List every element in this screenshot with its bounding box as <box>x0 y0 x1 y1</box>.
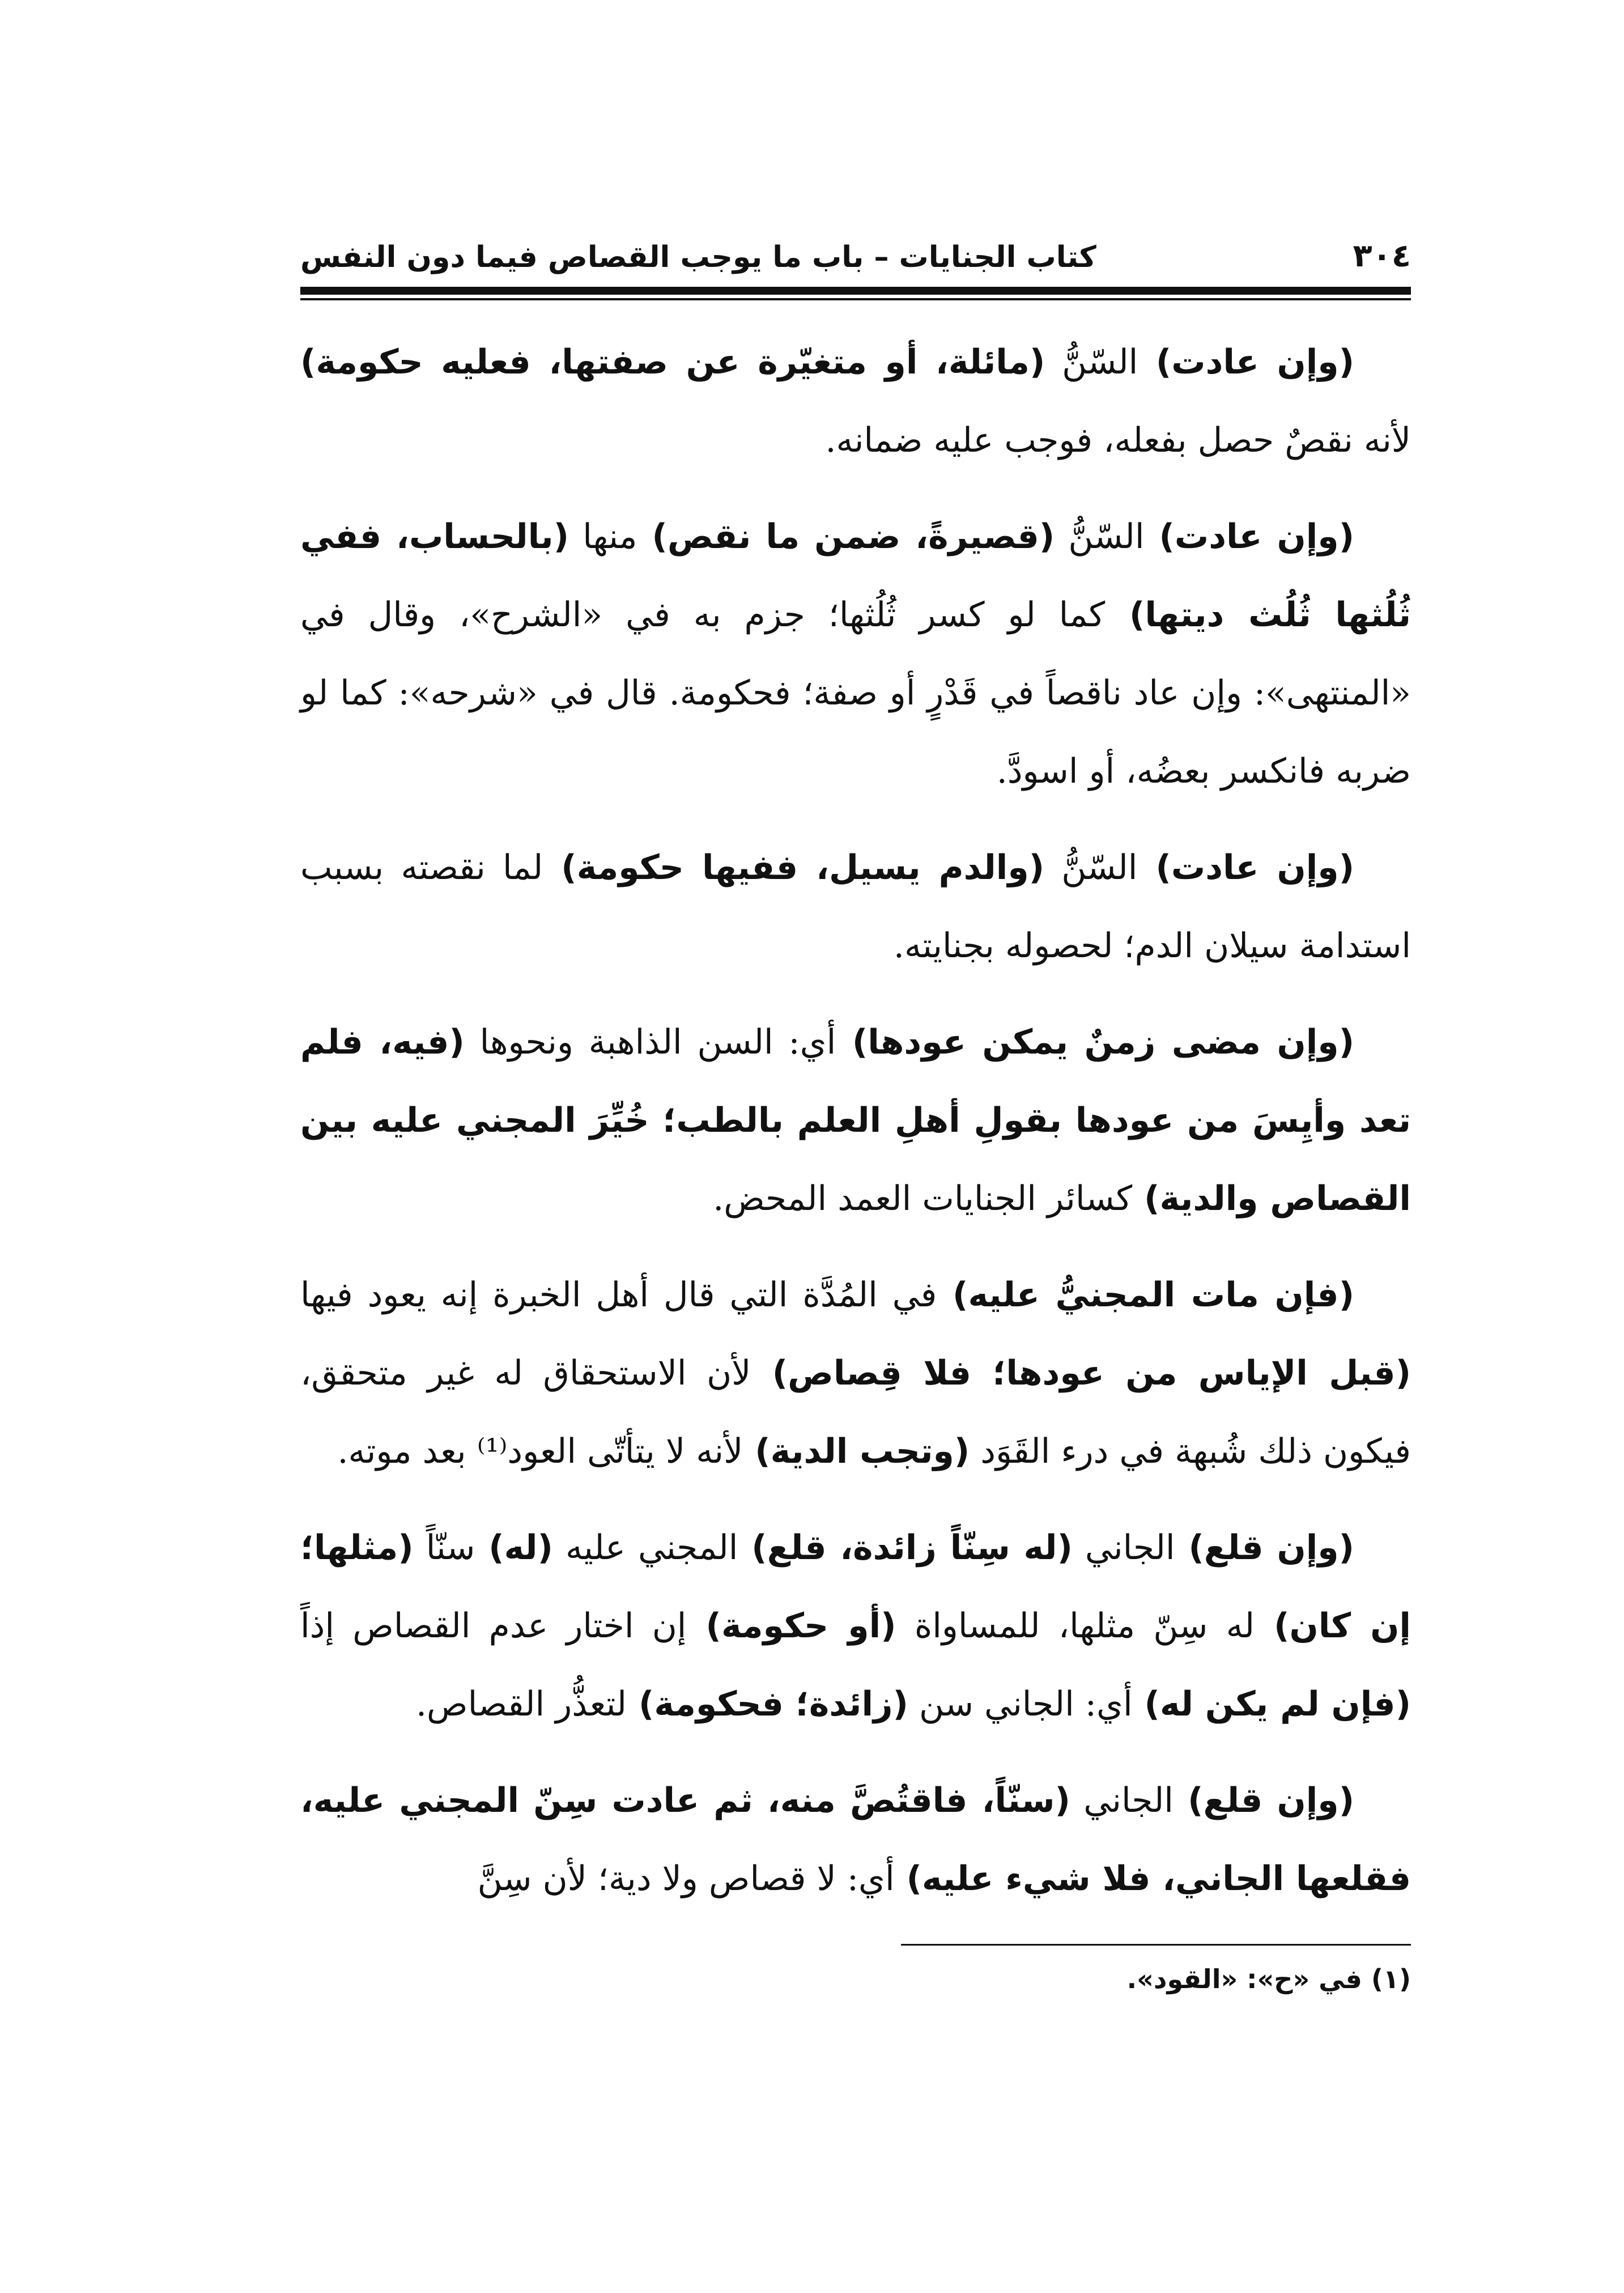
matn-text: (له) <box>475 1528 553 1568</box>
sharh-text: أي: لا قصاص ولا دية؛ لأن سِنَّ <box>477 1859 895 1899</box>
matn-text: (قبل الإياس من عودها؛ فلا قِصاص) <box>751 1353 1411 1393</box>
paragraph <box>300 498 1411 810</box>
sharh-text: في المُدَّة التي قال أهل الخبرة إنه يعود فيها <box>300 1275 937 1315</box>
footnote-separator <box>901 1944 1411 1946</box>
sharh-text: لتعذُّر القصاص. <box>415 1684 627 1724</box>
sharh-text: السّنُّ <box>1055 517 1145 557</box>
sharh-text: الجاني <box>1070 1781 1174 1820</box>
matn-text: (فإن لم يكن له) <box>1132 1684 1411 1724</box>
paragraph <box>300 1761 1411 1918</box>
sharh-text: لأنه لا يتأتّى العود <box>507 1432 743 1471</box>
sharh-text: بعد موته. <box>337 1432 477 1471</box>
document-page <box>300 215 1411 1997</box>
sharh-text: كسائر الجنايات العمد المحض. <box>713 1179 1133 1218</box>
paragraph <box>300 323 1411 479</box>
sharh-text: إن اختار عدم القصاص إذاً <box>300 1606 687 1646</box>
sharh-text: المجني عليه <box>552 1528 738 1568</box>
sharh-text: الجاني <box>1072 1528 1175 1568</box>
sharh-text: السّنُّ <box>1045 342 1138 382</box>
matn-text: (أو حكومة) <box>686 1606 896 1646</box>
page-header <box>300 215 1411 272</box>
matn-text: (له سِنّاً زائدة، قلع) <box>738 1528 1073 1568</box>
matn-text: (فيه، فلم تعد وأيِسَ من عودها بقولِ أهلِ العلم بالطب؛ خُيِّرَ المجني عليه بين القصاص والدية) <box>300 1022 1411 1218</box>
running-title: كتاب الجنايات – باب ما يوجب القصاص فيما دون النفس <box>300 240 1096 274</box>
matn-text: (سنّاً، فاقتُصَّ منه، ثم عادت سِنّ المجني عليه، فقلعها الجاني، فلا شيء عليه) <box>300 1781 1411 1899</box>
matn-text: (وإن عادت) <box>1144 517 1354 557</box>
paragraph <box>300 1256 1411 1491</box>
sharh-text: أي: السن الذاهبة ونحوها <box>464 1022 836 1062</box>
matn-text: (قصيرةً، ضمن ما نقص) <box>637 517 1055 557</box>
paragraph <box>300 1509 1411 1743</box>
matn-text: (وتجب الدية) <box>743 1432 970 1471</box>
matn-text: (وإن مضى زمنٌ يمكن عودها) <box>836 1022 1354 1062</box>
sharh-text: كما لو كسر ثُلُثها؛ جزم به في «الشرح»، وقال في «المنتهى»: وإن عاد ناقصاً في قَدْرٍ أو صفة؛ فحكومة. قال في «شرحه»: كما لو ضربه فانكسر بعضُه، أو اسودَّ. <box>300 595 1411 791</box>
paragraph <box>300 829 1411 985</box>
body-text <box>300 323 1411 1918</box>
page-number: ٣٠٤ <box>1353 237 1411 274</box>
sharh-text: ⁽¹⁾ <box>477 1432 508 1471</box>
header-rule-thin <box>300 298 1411 300</box>
matn-text: (زائدة؛ فحكومة) <box>627 1684 908 1724</box>
sharh-text: السّنُّ <box>1044 848 1138 888</box>
sharh-text: لأن الاستحقاق له غير متحقق، فيكون ذلك شُبهة في درء القَوَد <box>300 1353 1411 1471</box>
matn-text: (فإن مات المجنيُّ عليه) <box>937 1275 1354 1315</box>
header-rule-thick <box>300 287 1411 295</box>
matn-text: (وإن عادت) <box>1137 848 1355 888</box>
matn-text: (مثلها؛ إن كان) <box>300 1528 1411 1646</box>
matn-text: (بالحساب، ففي ثُلُثها ثُلُث ديتها) <box>300 517 1411 635</box>
sharh-text: له سِنّ مثلها، للمساواة <box>896 1606 1255 1646</box>
matn-text: (مائلة، أو متغيّرة عن صفتها، فعليه حكومة) <box>300 342 1045 382</box>
sharh-text: لأنه نقصٌ حصل بفعله، فوجب عليه ضمانه. <box>825 421 1411 460</box>
footnote: (١) في «ح»: «القود». <box>1126 1964 1411 1994</box>
matn-text: (والدم يسيل، ففيها حكومة) <box>543 848 1045 888</box>
sharh-text: سنّاً <box>413 1528 475 1568</box>
paragraph <box>300 1003 1411 1238</box>
sharh-text: أي: الجاني سن <box>908 1684 1133 1724</box>
matn-text: (وإن قلع) <box>1175 1528 1354 1568</box>
matn-text: (وإن قلع) <box>1173 1781 1354 1820</box>
sharh-text: منها <box>569 517 637 557</box>
matn-text: (وإن عادت) <box>1138 342 1354 382</box>
sharh-text: لما نقصته بسبب استدامة سيلان الدم؛ لحصوله بجنايته. <box>300 848 1411 966</box>
